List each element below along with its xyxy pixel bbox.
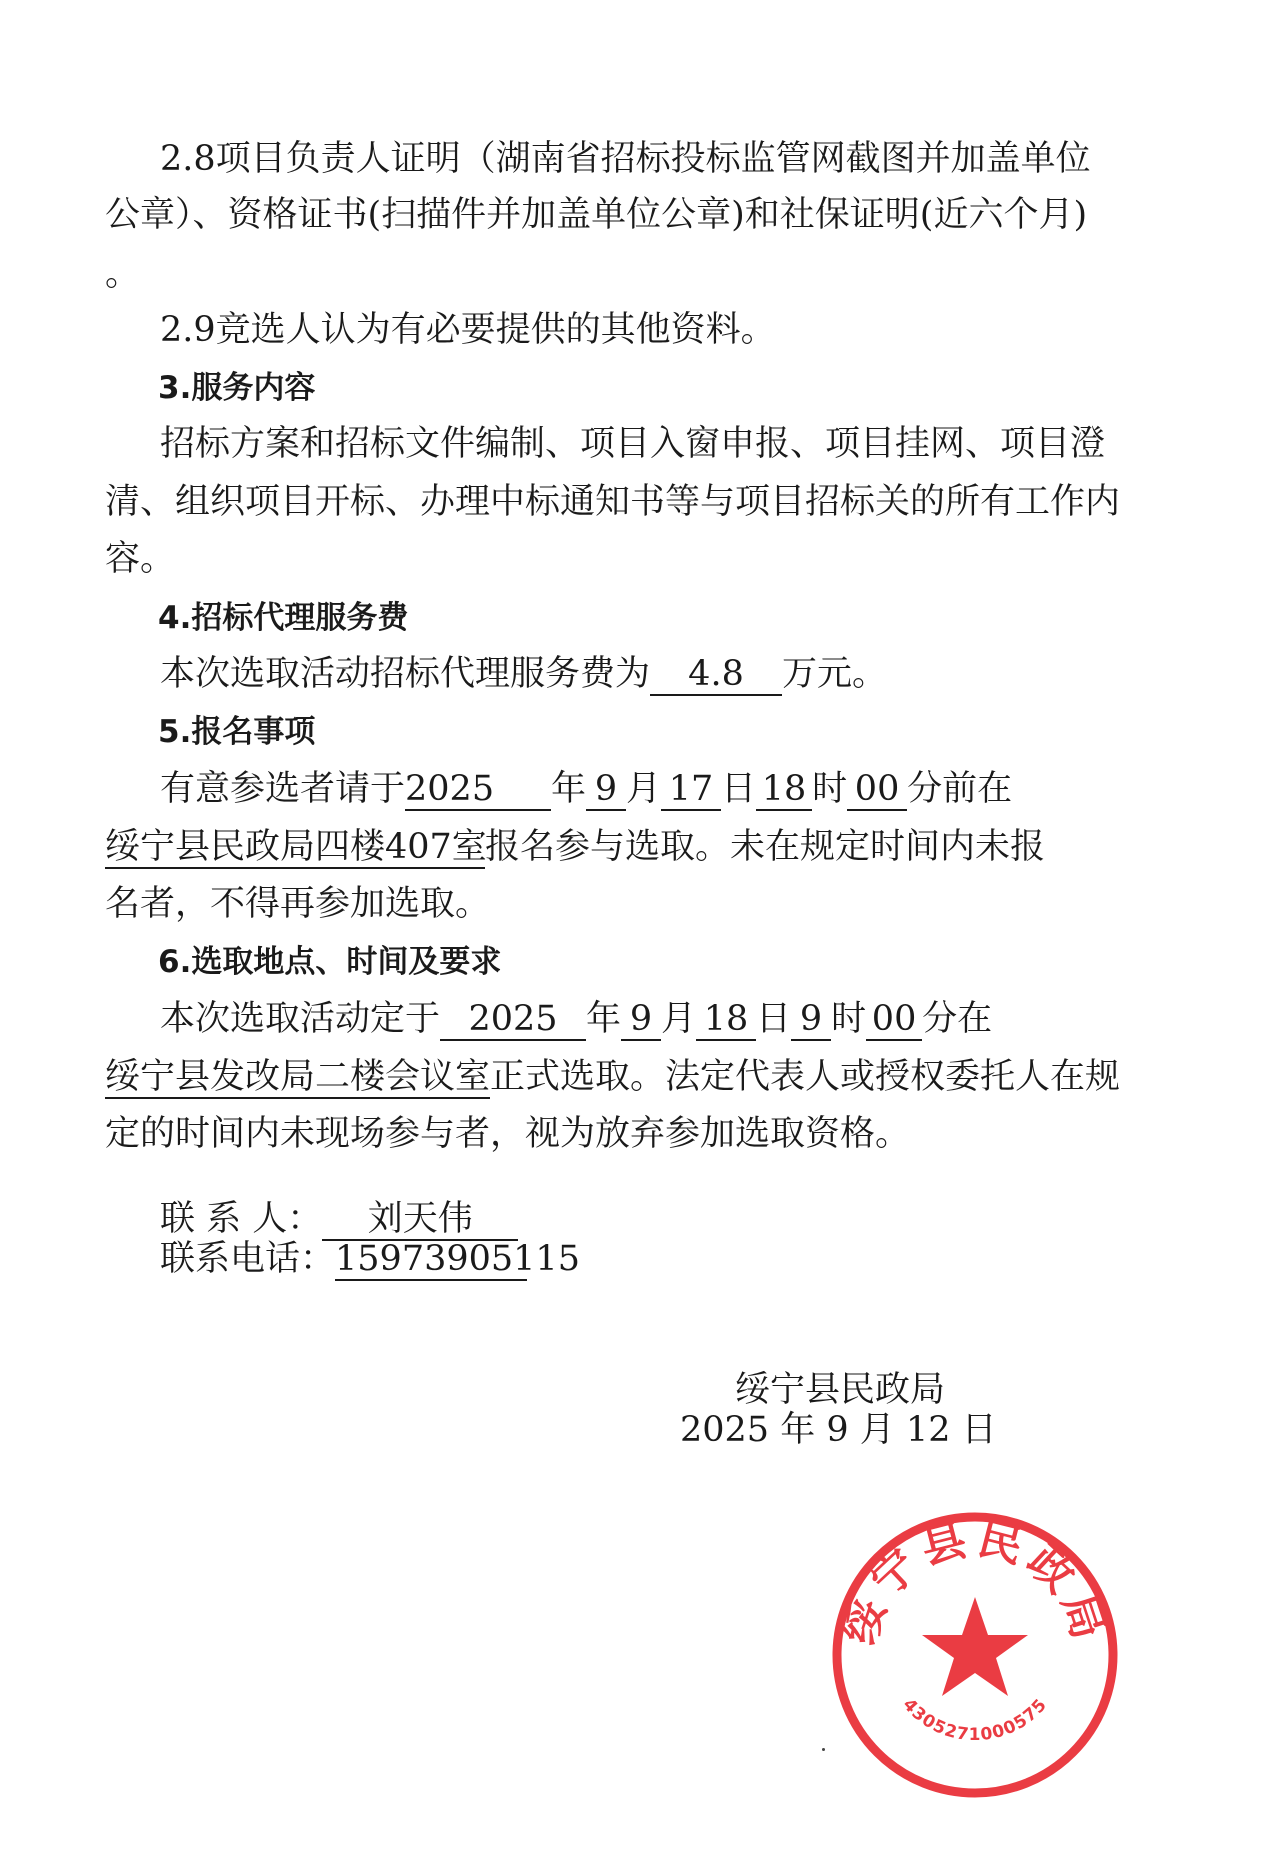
reg-t-month: 月 (626, 769, 662, 809)
heading-agency-fee: 4.招标代理服务费 (158, 600, 409, 636)
fee-value: 4.8 (650, 654, 782, 696)
sel-t-year: 年 (586, 999, 622, 1039)
reg-t-minute: 分前在 (907, 769, 1013, 809)
reg-t-day: 日 (721, 769, 757, 809)
sel-hour: 9 (791, 999, 831, 1041)
sel-t-day: 日 (756, 999, 792, 1039)
reg-month: 9 (586, 769, 626, 811)
heading-registration: 5.报名事项 (158, 714, 316, 750)
para-5-line3: 名者，不得再参加选取。 (105, 884, 491, 924)
para-6-line1 (160, 997, 992, 1041)
sig-t-day: 日 (961, 1410, 997, 1450)
reg-location: 绥宁县民政局四楼407室 (105, 827, 487, 867)
sel-t-hour: 时 (831, 999, 867, 1039)
sel-minute: 00 (866, 999, 922, 1041)
fee-suffix: 万元。 (782, 654, 888, 694)
contact-phone-line (160, 1237, 580, 1281)
para-3-line2: 清、组织项目开标、办理中标通知书等与项目招标关的所有工作内 (105, 482, 1121, 522)
para-3-line1: 招标方案和招标文件编制、项目入窗申报、项目挂网、项目澄 (160, 424, 1106, 464)
para-6-line3: 定的时间内未现场参与者，视为放弃参加选取资格。 (105, 1114, 911, 1154)
reg-t-hour: 时 (812, 769, 848, 809)
heading-selection-place-time: 6.选取地点、时间及要求 (158, 944, 502, 980)
contact-person: 刘天伟 (322, 1199, 518, 1241)
sel-text2: 正式选取。法定代表人或授权委托人在规 (490, 1057, 1121, 1097)
scan-speck (822, 1748, 825, 1751)
contact-phone: 15973905115 (335, 1239, 580, 1279)
para-5-line1 (160, 767, 1012, 811)
signature-date (680, 1408, 997, 1452)
svg-text:4305271000575 (899, 1695, 1052, 1745)
sel-day: 18 (696, 999, 756, 1041)
para-2-8-line2: 公章）、资格证书(扫描件并加盖单位公章)和社保证明(近六个月) (105, 195, 1088, 235)
sel-text1: 本次选取活动定于 (160, 999, 441, 1039)
fee-prefix: 本次选取活动招标代理服务费为 (160, 654, 651, 694)
official-seal (825, 1505, 1125, 1805)
sig-t-month: 月 (859, 1410, 895, 1450)
reg-minute: 00 (847, 769, 907, 811)
signature-org: 绥宁县民政局 (735, 1370, 946, 1410)
para-2-9: 2.9竞选人认为有必要提供的其他资料。 (160, 310, 776, 350)
seal-number: 4305271000575 (898, 1694, 1052, 1746)
seal-text: 绥宁县民政局 (834, 1513, 1116, 1651)
para-3-line3: 容。 (105, 539, 176, 579)
contact-phone-label: 联系电话： (160, 1239, 336, 1279)
sel-t-month: 月 (661, 999, 697, 1039)
reg-t-year: 年 (551, 769, 587, 809)
para-5-line2 (105, 825, 1045, 869)
sig-year: 2025 (680, 1410, 770, 1450)
reg-year: 2025 (405, 769, 551, 811)
reg-day: 17 (661, 769, 721, 811)
reg-text1: 有意参选者请于 (160, 769, 406, 809)
sel-t-minute: 分在 (922, 999, 993, 1039)
reg-hour: 18 (756, 769, 812, 811)
sig-month: 9 (826, 1410, 849, 1450)
sig-day: 12 (905, 1410, 951, 1450)
para-2-8-line1: 2.8项目负责人证明（湖南省招标投标监管网截图并加盖单位 (160, 139, 1091, 179)
sel-location: 绥宁县发改局二楼会议室 (105, 1057, 491, 1097)
reg-text2: 报名参与选取。未在规定时间内未报 (485, 827, 1046, 867)
para-2-8-line3: 。 (105, 254, 141, 294)
para-4-fee-line (160, 652, 887, 696)
sel-month: 9 (621, 999, 661, 1041)
sel-year: 2025 (440, 999, 586, 1041)
sig-t-year: 年 (780, 1410, 816, 1450)
heading-service-content: 3.服务内容 (158, 370, 316, 406)
contact-person-line (160, 1197, 518, 1241)
contact-person-label: 联 系 人： (160, 1199, 323, 1239)
para-6-line2 (105, 1055, 1120, 1099)
